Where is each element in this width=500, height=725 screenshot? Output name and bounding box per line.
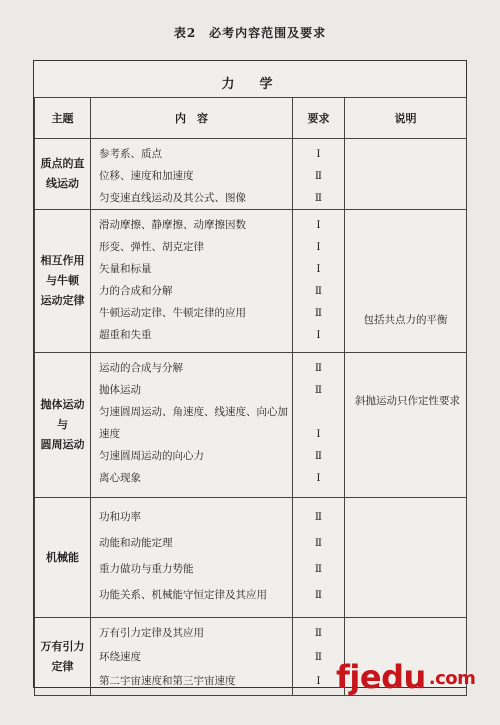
content-item: 形变、弹性、胡克定律 bbox=[99, 241, 204, 253]
content-cell bbox=[91, 210, 293, 353]
requirement-level: Ⅱ bbox=[314, 192, 323, 204]
content-cell bbox=[91, 353, 293, 498]
table-frame bbox=[33, 60, 467, 688]
content-item: 匀速圆周运动、角速度、线速度、向心加速度 bbox=[99, 406, 288, 440]
topic-cell bbox=[35, 139, 91, 210]
watermark-logo bbox=[336, 658, 475, 696]
content-item: 运动的合成与分解 bbox=[99, 362, 183, 374]
topic-text: 圆周运动 bbox=[40, 438, 85, 451]
requirement-level: Ⅱ bbox=[314, 651, 323, 663]
topic-cell bbox=[35, 618, 91, 696]
topic-text: 定律 bbox=[51, 659, 74, 673]
requirement-level: Ⅱ bbox=[314, 563, 323, 575]
requirement-level: Ⅱ bbox=[314, 511, 323, 523]
requirement-level: Ⅱ bbox=[314, 450, 323, 462]
content-item: 参考系、质点 bbox=[99, 148, 162, 160]
requirement-level: Ⅱ bbox=[314, 307, 323, 319]
requirement-level: Ⅰ bbox=[316, 241, 321, 253]
content-cell bbox=[91, 498, 293, 618]
content-cell bbox=[91, 618, 293, 696]
header-row bbox=[35, 98, 467, 139]
topic-text: 与牛顿 bbox=[46, 274, 79, 287]
requirements-table bbox=[34, 97, 467, 696]
requirement-level: Ⅰ bbox=[316, 675, 321, 687]
content-cell bbox=[91, 139, 293, 210]
requirement-cell bbox=[293, 353, 345, 498]
content-item: 万有引力定律及其应用 bbox=[99, 627, 204, 639]
content-item: 位移、速度和加速度 bbox=[99, 170, 194, 182]
content-item: 第二宇宙速度和第三宇宙速度 bbox=[99, 675, 236, 687]
content-item: 抛体运动 bbox=[99, 384, 141, 396]
topic-text: 与 bbox=[57, 418, 68, 431]
content-item: 力的合成和分解 bbox=[99, 285, 173, 297]
note-cell bbox=[345, 139, 467, 210]
content-item: 重力做功与重力势能 bbox=[99, 563, 194, 575]
topic-text: 万有引力 bbox=[40, 639, 85, 653]
requirement-level: Ⅰ bbox=[316, 329, 321, 341]
content-item: 超重和失重 bbox=[99, 329, 152, 341]
content-item: 滑动摩擦、静摩擦、动摩擦因数 bbox=[99, 219, 246, 231]
topic-text: 相互作用 bbox=[40, 254, 85, 267]
requirement-level: Ⅱ bbox=[314, 362, 323, 374]
topic-text: 运动定律 bbox=[40, 294, 85, 307]
content-item: 牛顿运动定律、牛顿定律的应用 bbox=[99, 307, 246, 319]
topic-text: 机械能 bbox=[46, 550, 79, 564]
topic-cell bbox=[35, 210, 91, 353]
note-cell bbox=[345, 353, 467, 498]
topic-text: 抛体运动 bbox=[40, 398, 85, 411]
content-item: 匀速圆周运动的向心力 bbox=[99, 450, 204, 462]
requirement-level: Ⅰ bbox=[316, 472, 321, 484]
header-content: 内 容 bbox=[91, 98, 293, 139]
table-row bbox=[35, 498, 467, 618]
content-item: 动能和动能定理 bbox=[99, 537, 173, 549]
requirement-level: Ⅰ bbox=[316, 428, 321, 440]
header-note: 说明 bbox=[345, 98, 467, 139]
header-topic: 主题 bbox=[35, 98, 91, 139]
section-title: 力 学 bbox=[221, 77, 279, 92]
requirement-level: Ⅰ bbox=[316, 219, 321, 231]
note-text: 斜抛运动只作定性要求 bbox=[355, 395, 460, 407]
requirement-level: Ⅱ bbox=[314, 170, 323, 182]
header-requirement: 要求 bbox=[293, 98, 345, 139]
watermark-text: fjedu bbox=[336, 658, 426, 696]
watermark-suffix: .com bbox=[428, 668, 476, 689]
content-item: 矢量和标量 bbox=[99, 263, 152, 275]
table-row bbox=[35, 139, 467, 210]
requirement-level: Ⅰ bbox=[316, 263, 321, 275]
requirement-level: Ⅱ bbox=[314, 627, 323, 639]
requirement-cell bbox=[293, 210, 345, 353]
content-item: 匀变速直线运动及其公式、图像 bbox=[99, 192, 246, 204]
table-caption: 表2 必考内容范围及要求 bbox=[173, 26, 327, 40]
table-row bbox=[35, 353, 467, 498]
requirement-level: Ⅰ bbox=[316, 148, 321, 160]
topic-cell bbox=[35, 353, 91, 498]
requirement-level: Ⅱ bbox=[314, 384, 323, 396]
content-item: 环绕速度 bbox=[99, 651, 141, 663]
content-item: 离心现象 bbox=[99, 472, 141, 484]
requirement-level: Ⅱ bbox=[314, 285, 323, 297]
requirement-level: Ⅱ bbox=[314, 589, 323, 601]
note-cell bbox=[345, 498, 467, 618]
content-item: 功能关系、机械能守恒定律及其应用 bbox=[99, 589, 267, 601]
topic-cell bbox=[35, 498, 91, 618]
requirement-level: Ⅱ bbox=[314, 537, 323, 549]
note-text: 包括共点力的平衡 bbox=[363, 314, 448, 326]
topic-text: 线运动 bbox=[46, 177, 79, 190]
table-row bbox=[35, 210, 467, 353]
note-cell bbox=[345, 210, 467, 353]
topic-text: 质点的直 bbox=[40, 157, 85, 170]
requirement-cell bbox=[293, 498, 345, 618]
content-item: 功和功率 bbox=[99, 511, 141, 523]
requirement-cell bbox=[293, 139, 345, 210]
